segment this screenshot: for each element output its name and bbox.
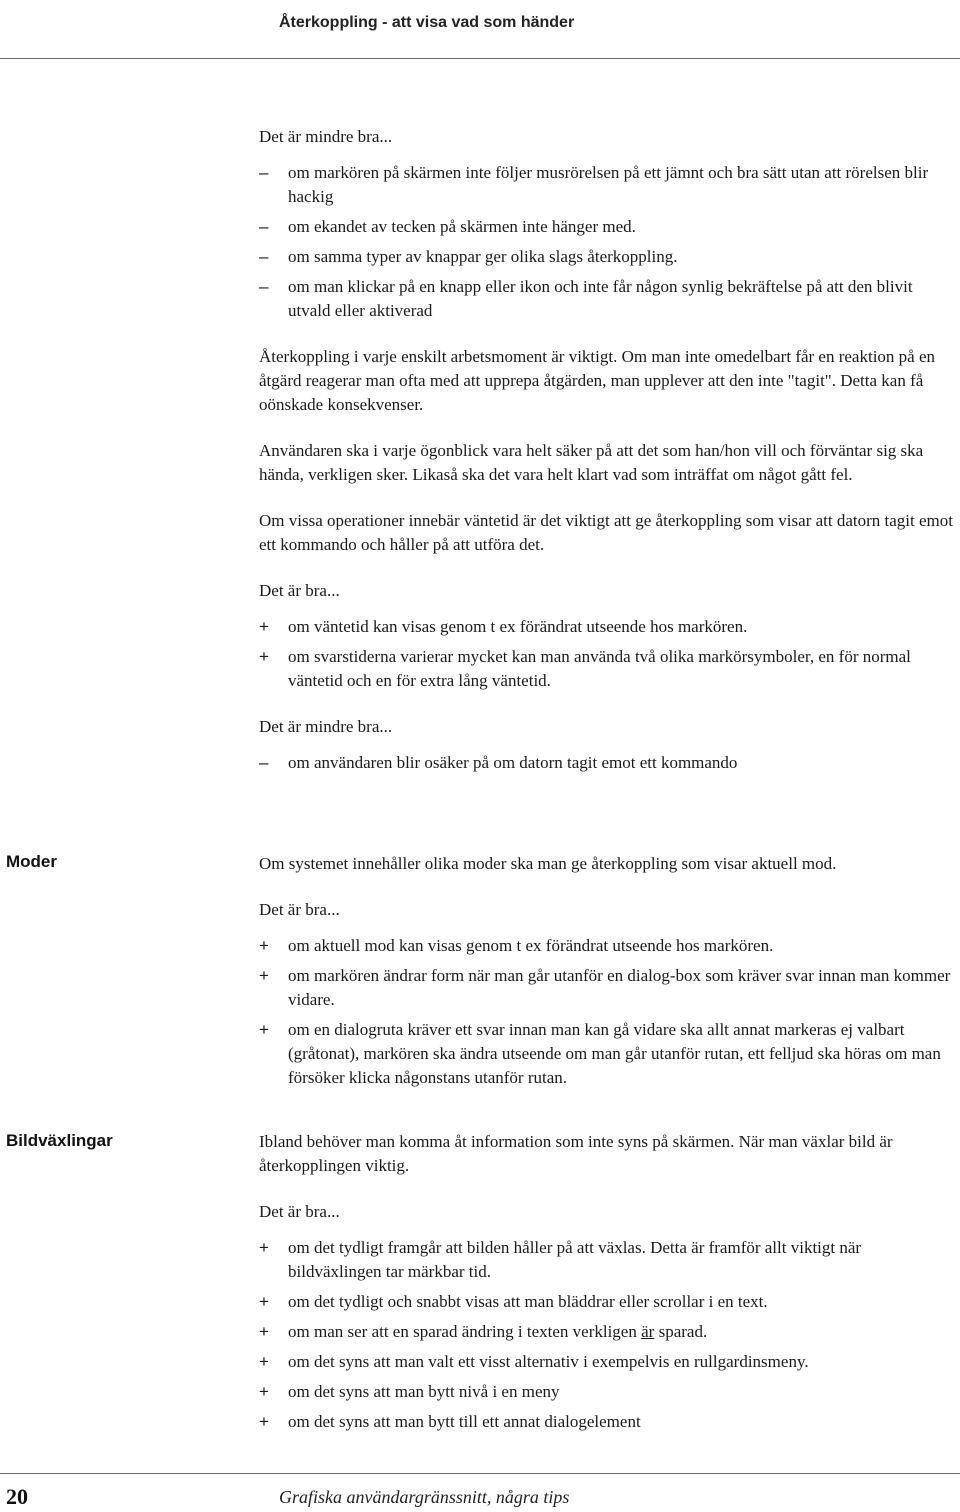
bad-list: [259, 161, 953, 323]
list-item-text: om man klickar på en knapp eller ikon och inte får någon synlig bekräftelse på att den blivit utvald eller aktiverad: [288, 277, 913, 320]
section-intro: Ibland behöver man komma åt information som inte syns på skärmen. När man växlar bild är återkopplingen viktig.: [259, 1132, 893, 1175]
bullet-plus: +: [259, 1412, 269, 1431]
list-item-text: om en dialogruta kräver ett svar innan man kan gå vidare ska allt annat markeras ej valbart (gråtonat), markören ska ändra utseende om man går utanför rutan, ett felljud ska höras om man försöker klicka någonstans utanför rutan.: [288, 1020, 941, 1087]
bullet-minus: –: [259, 277, 269, 296]
list-item: [259, 245, 953, 269]
bullet-plus: +: [259, 1322, 269, 1341]
list-item: [259, 934, 953, 958]
list-item-text: om det syns att man bytt nivå i en meny: [288, 1382, 560, 1401]
list-item: [259, 751, 953, 775]
footer-divider: [0, 1473, 960, 1474]
bullet-minus: –: [259, 247, 269, 266]
bullet-plus: +: [259, 966, 269, 985]
bullet-minus: –: [259, 217, 269, 236]
header-divider: [0, 58, 960, 59]
list-item-text: om aktuell mod kan visas genom t ex förändrat utseende hos markören.: [288, 936, 774, 955]
header-title: Återkoppling - att visa vad som händer: [279, 14, 575, 31]
list-item-text: om det syns att man bytt till ett annat dialogelement: [288, 1412, 641, 1431]
list-item: [259, 1018, 953, 1090]
good-list: [259, 934, 953, 1090]
bullet-plus: +: [259, 1352, 269, 1371]
list-item: [259, 1236, 953, 1284]
list-item: [259, 1290, 953, 1314]
bad-label: Det är mindre bra...: [259, 717, 393, 736]
list-item-text: om svarstiderna varierar mycket kan man använda två olika markörsymboler, en för normal väntetid och en för extra lång väntetid.: [288, 647, 911, 690]
bullet-plus: +: [259, 936, 269, 955]
bullet-plus: +: [259, 1020, 269, 1039]
list-item: [259, 161, 953, 209]
list-item-text: om det tydligt och snabbt visas att man bläddrar eller scrollar i en text.: [288, 1292, 768, 1311]
text-segment: om man ser att en sparad ändring i texten verkligen: [288, 1322, 642, 1341]
list-item-text: om det tydligt framgår att bilden håller på att växlas. Detta är framför allt viktigt när bildväxlingen tar märkbar tid.: [288, 1238, 862, 1281]
list-item: [259, 1320, 953, 1344]
bullet-plus: +: [259, 1382, 269, 1401]
paragraph: Användaren ska i varje ögonblick vara helt säker på att det som han/hon vill och förväntar sig ska hända, verkligen sker. Likaså ska det vara helt klart vad som inträffat om något gått fel.: [259, 441, 924, 484]
list-item: [259, 645, 953, 693]
list-item-text: om ekandet av tecken på skärmen inte hänger med.: [288, 217, 636, 236]
page-number: 20: [6, 1484, 28, 1509]
bullet-plus: +: [259, 647, 269, 666]
good-list: [259, 1236, 953, 1434]
list-item-text: [288, 1322, 707, 1341]
bad-label: Det är mindre bra...: [259, 127, 393, 146]
underlined-text: är: [641, 1322, 655, 1341]
list-item: [259, 1410, 953, 1434]
list-item: [259, 615, 953, 639]
section-heading-bildvaxlingar: Bildväxlingar: [6, 1131, 113, 1150]
text-segment: sparad.: [654, 1322, 708, 1341]
list-item: [259, 275, 953, 323]
paragraph: Återkoppling i varje enskilt arbetsmoment är viktigt. Om man inte omedelbart får en reaktion på en åtgärd reagerar man ofta med att upprepa åtgärden, man upplever att den inte "tagit". Detta kan få oönskade konsekvenser.: [259, 347, 936, 414]
bildvaxlingar-section: [259, 1130, 953, 1434]
main-content: [259, 125, 953, 775]
paragraph: Om vissa operationer innebär väntetid är det viktigt att ge återkoppling som visar att datorn tagit emot ett kommando och håller på att utföra det.: [259, 511, 953, 554]
page-header: [0, 0, 960, 62]
list-item-text: om det syns att man valt ett visst alternativ i exempelvis en rullgardinsmeny.: [288, 1352, 809, 1371]
bullet-minus: –: [259, 753, 269, 772]
bullet-plus: +: [259, 617, 269, 636]
list-item-text: om markören på skärmen inte följer musrörelsen på ett jämnt och bra sätt utan att rörelsen blir hackig: [288, 163, 929, 206]
good-label: Det är bra...: [259, 1202, 340, 1221]
list-item: [259, 1380, 953, 1404]
bullet-plus: +: [259, 1238, 269, 1257]
list-item: [259, 964, 953, 1012]
list-item-text: om markören ändrar form när man går utanför en dialog-box som kräver svar innan man kommer vidare.: [288, 966, 951, 1009]
moder-section: [259, 852, 953, 1090]
good-list: [259, 615, 953, 693]
bullet-plus: +: [259, 1292, 269, 1311]
footer-title: Grafiska användargränssnitt, några tips: [279, 1487, 570, 1507]
bad-list: [259, 751, 953, 775]
bullet-minus: –: [259, 163, 269, 182]
section-intro: Om systemet innehåller olika moder ska man ge återkoppling som visar aktuell mod.: [259, 854, 837, 873]
good-label: Det är bra...: [259, 900, 340, 919]
list-item: [259, 215, 953, 239]
section-heading-moder: Moder: [6, 852, 57, 871]
list-item-text: om väntetid kan visas genom t ex förändrat utseende hos markören.: [288, 617, 748, 636]
list-item: [259, 1350, 953, 1374]
list-item-text: om samma typer av knappar ger olika slags återkoppling.: [288, 247, 678, 266]
list-item-text: om användaren blir osäker på om datorn tagit emot ett kommando: [288, 753, 738, 772]
good-label: Det är bra...: [259, 581, 340, 600]
